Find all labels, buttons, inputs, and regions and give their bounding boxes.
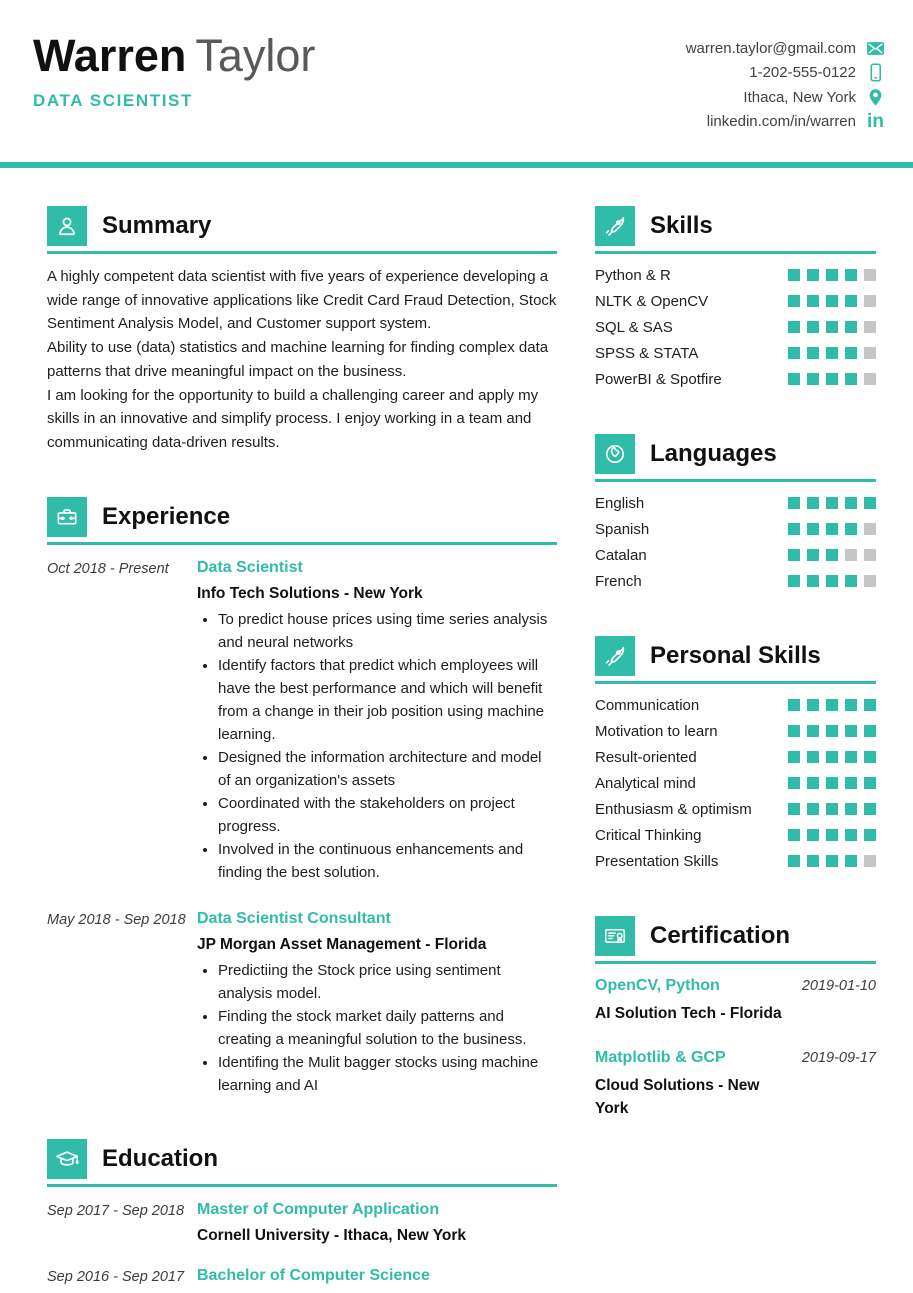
- rating-square-filled: [788, 699, 800, 711]
- language-rating: [788, 497, 876, 509]
- rating-square-empty: [864, 373, 876, 385]
- education-details: [197, 1267, 557, 1285]
- rating-square-filled: [807, 523, 819, 535]
- experience-bullet: • Involved in the continuous enhancements and finding the best solution.: [218, 838, 557, 884]
- personal-skill-rating: [788, 699, 876, 711]
- skills-heading: Skills: [650, 212, 713, 239]
- rating-square-filled: [845, 751, 857, 763]
- rating-square-filled: [845, 347, 857, 359]
- rating-square-filled: [845, 523, 857, 535]
- rating-square-filled: [807, 347, 819, 359]
- skill-row: [595, 288, 876, 314]
- phone-icon: [866, 63, 885, 82]
- certification-issuer: AI Solution Tech - Florida: [595, 1005, 782, 1022]
- linkedin-icon: in: [867, 111, 884, 133]
- education-degree: Master of Computer Application: [197, 1200, 440, 1218]
- rating-square-filled: [864, 803, 876, 815]
- experience-bullet: • Predictiing the Stock price using sentiment analysis model.: [218, 959, 557, 1005]
- education-entry: [47, 1267, 557, 1285]
- experience-bullet-list: [197, 959, 557, 1097]
- summary-text: [47, 265, 557, 455]
- rating-square-filled: [788, 549, 800, 561]
- personal-skill-row: [595, 848, 876, 874]
- experience-job-title: Data Scientist Consultant: [197, 909, 391, 927]
- skill-label: SQL & SAS: [595, 318, 673, 336]
- personal-skills-section: [595, 636, 876, 874]
- rating-square-empty: [864, 295, 876, 307]
- language-label: Spanish: [595, 520, 650, 538]
- rating-square-filled: [807, 829, 819, 841]
- rating-square-filled: [807, 269, 819, 281]
- personal-skill-row: [595, 744, 876, 770]
- rating-square-empty: [864, 269, 876, 281]
- contact-phone-row: [686, 61, 885, 86]
- experience-bullet: • Designed the information architecture and model of an organization's assets: [218, 746, 557, 792]
- language-rating: [788, 523, 876, 535]
- contact-email-row: [686, 36, 885, 61]
- phone-text: 1-202-555-0122: [749, 64, 856, 82]
- rating-square-filled: [826, 855, 838, 867]
- experience-bullet: • Coordinated with the stakeholders on project progress.: [218, 792, 557, 838]
- rating-square-filled: [788, 751, 800, 763]
- skill-row: [595, 262, 876, 288]
- rating-square-filled: [845, 699, 857, 711]
- rating-square-filled: [788, 497, 800, 509]
- identity-block: [33, 30, 315, 134]
- rating-square-filled: [826, 269, 838, 281]
- rating-square-filled: [826, 497, 838, 509]
- rating-square-filled: [788, 829, 800, 841]
- rating-square-filled: [788, 295, 800, 307]
- rating-square-filled: [826, 725, 838, 737]
- personal-skill-label: Analytical mind: [595, 774, 696, 792]
- language-row: [595, 490, 876, 516]
- experience-heading: Experience: [102, 502, 231, 530]
- skills-section: [595, 206, 876, 392]
- experience-bullet: • To predict house prices using time series analysis and neural networks: [218, 608, 557, 654]
- rating-square-filled: [845, 321, 857, 333]
- rating-square-filled: [826, 321, 838, 333]
- personal-skill-rating: [788, 855, 876, 867]
- personal-skill-row: [595, 718, 876, 744]
- rating-square-empty: [864, 321, 876, 333]
- rating-square-filled: [788, 777, 800, 789]
- experience-dates: May 2018 - Sep 2018: [47, 911, 186, 928]
- education-heading: Education: [102, 1144, 219, 1172]
- skill-label: SPSS & STATA: [595, 344, 699, 362]
- rating-square-filled: [845, 725, 857, 737]
- languages-section: [595, 434, 876, 594]
- education-section-header: [47, 1139, 557, 1187]
- personal-skill-row: [595, 692, 876, 718]
- email-text: warren.taylor@gmail.com: [685, 39, 856, 57]
- skill-rating: [788, 347, 876, 359]
- education-dates: Sep 2016 - Sep 2017: [47, 1268, 185, 1285]
- rating-square-filled: [845, 777, 857, 789]
- language-label: English: [595, 494, 645, 512]
- experience-bullet: • Finding the stock market daily patterns and creating a meaningful solution to the business.: [218, 1005, 557, 1051]
- experience-entry: [47, 559, 557, 884]
- rating-square-filled: [788, 575, 800, 587]
- certification-date: 2019-01-10: [801, 978, 876, 994]
- rating-square-filled: [807, 803, 819, 815]
- skills-section-header: [595, 206, 876, 254]
- rating-square-filled: [826, 549, 838, 561]
- personal-skills-section-header: [595, 636, 876, 684]
- rating-square-empty: [864, 855, 876, 867]
- rocket-icon: [595, 206, 635, 246]
- rating-square-filled: [807, 295, 819, 307]
- personal-skill-rating: [788, 725, 876, 737]
- rating-square-filled: [807, 497, 819, 509]
- rating-square-filled: [807, 855, 819, 867]
- summary-paragraph: A highly competent data scientist with five years of experience developing a wide range of innovative applications like Credit Card Fraud Detection, Stock Sentiment Analysis Model, and Customer support system.: [47, 268, 557, 333]
- rating-square-filled: [864, 497, 876, 509]
- experience-company: JP Morgan Asset Management - Florida: [197, 935, 487, 953]
- experience-bullet-list: [197, 608, 557, 884]
- education-section: [47, 1139, 557, 1285]
- skill-label: NLTK & OpenCV: [595, 292, 709, 310]
- personal-skill-rating: [788, 829, 876, 841]
- rating-square-filled: [845, 497, 857, 509]
- rating-square-filled: [807, 699, 819, 711]
- language-rating: [788, 575, 876, 587]
- skill-rating: [788, 373, 876, 385]
- rating-square-filled: [826, 373, 838, 385]
- rating-square-filled: [845, 575, 857, 587]
- personal-skill-label: Presentation Skills: [595, 852, 719, 870]
- language-row: [595, 516, 876, 542]
- personal-skill-label: Motivation to learn: [595, 722, 718, 740]
- contact-location-row: [686, 85, 885, 110]
- rating-square-filled: [826, 699, 838, 711]
- rating-square-filled: [807, 751, 819, 763]
- skill-label: PowerBI & Spotfire: [595, 370, 722, 388]
- personal-skills-heading: Personal Skills: [650, 642, 821, 669]
- personal-skill-row: [595, 770, 876, 796]
- rating-square-filled: [864, 751, 876, 763]
- summary-section: [47, 206, 557, 455]
- experience-dates: Oct 2018 - Present: [47, 560, 169, 577]
- education-degree: Bachelor of Computer Science: [197, 1266, 430, 1284]
- rating-square-filled: [826, 777, 838, 789]
- rating-square-filled: [788, 321, 800, 333]
- certification-section-header: [595, 916, 876, 964]
- education-dates: Sep 2017 - Sep 2018: [47, 1202, 185, 1219]
- last-name: Taylor: [195, 30, 316, 81]
- certification-entry-header: [595, 977, 876, 995]
- language-row: [595, 542, 876, 568]
- rating-square-filled: [807, 777, 819, 789]
- rating-square-filled: [826, 803, 838, 815]
- rating-square-empty: [864, 347, 876, 359]
- rating-square-filled: [807, 321, 819, 333]
- personal-skill-rating: [788, 751, 876, 763]
- rating-square-filled: [864, 725, 876, 737]
- first-name: Warren: [33, 30, 187, 81]
- personal-skill-label: Communication: [595, 696, 700, 714]
- education-details: [197, 1201, 557, 1245]
- languages-list: [595, 490, 876, 594]
- personal-skill-label: Enthusiasm & optimism: [595, 800, 752, 818]
- experience-details: [197, 559, 557, 884]
- graduation-cap-icon: [47, 1139, 87, 1179]
- skill-row: [595, 340, 876, 366]
- skill-rating: [788, 321, 876, 333]
- rating-square-filled: [788, 373, 800, 385]
- personal-skill-label: Critical Thinking: [595, 826, 702, 844]
- globe-icon: [595, 434, 635, 474]
- rating-square-filled: [788, 347, 800, 359]
- rating-square-filled: [845, 295, 857, 307]
- rating-square-filled: [788, 523, 800, 535]
- language-label: Catalan: [595, 546, 647, 564]
- education-entry: [47, 1201, 557, 1245]
- rating-square-filled: [807, 575, 819, 587]
- certification-heading: Certification: [650, 922, 791, 949]
- experience-bullet: • Identify factors that predict which employees will have the best performance and which will benefit from a change in their job position using machine learning.: [218, 654, 557, 746]
- rating-square-filled: [845, 829, 857, 841]
- linkedin-text: linkedin.com/in/warren: [706, 113, 856, 131]
- certificate-icon: [595, 916, 635, 956]
- summary-heading: Summary: [102, 212, 212, 239]
- experience-bullet: • Identifing the Mulit bagger stocks using machine learning and AI: [218, 1051, 557, 1097]
- rating-square-filled: [864, 699, 876, 711]
- rating-square-filled: [807, 373, 819, 385]
- location-pin-icon: [866, 88, 885, 107]
- certification-entry: [595, 1049, 876, 1120]
- email-icon: [866, 39, 885, 58]
- experience-details: [197, 910, 557, 1097]
- rating-square-filled: [826, 751, 838, 763]
- job-title: DATA SCIENTIST: [33, 91, 193, 110]
- rating-square-filled: [826, 829, 838, 841]
- experience-section: [47, 497, 557, 1097]
- certification-entry-header: [595, 1049, 876, 1067]
- skill-row: [595, 314, 876, 340]
- header: [0, 0, 913, 134]
- personal-skills-list: [595, 692, 876, 874]
- rating-square-empty: [864, 523, 876, 535]
- rating-square-filled: [788, 725, 800, 737]
- rating-square-filled: [845, 373, 857, 385]
- rating-square-filled: [845, 269, 857, 281]
- personal-skill-rating: [788, 777, 876, 789]
- rating-square-filled: [864, 829, 876, 841]
- rating-square-empty: [845, 549, 857, 561]
- rating-square-filled: [826, 295, 838, 307]
- rating-square-empty: [864, 549, 876, 561]
- rating-square-filled: [807, 725, 819, 737]
- briefcase-icon: [47, 497, 87, 537]
- certification-name: OpenCV, Python: [595, 977, 720, 994]
- skill-row: [595, 366, 876, 392]
- rating-square-filled: [845, 855, 857, 867]
- certification-section: [595, 916, 876, 1120]
- experience-company: Info Tech Solutions - New York: [197, 584, 423, 602]
- right-column: [595, 206, 876, 1285]
- rating-square-filled: [845, 803, 857, 815]
- rating-square-filled: [807, 549, 819, 561]
- language-rating: [788, 549, 876, 561]
- rating-square-empty: [864, 575, 876, 587]
- certification-entry: [595, 977, 876, 1025]
- skills-list: [595, 262, 876, 392]
- rating-square-filled: [826, 523, 838, 535]
- summary-paragraph: I am looking for the opportunity to build a challenging career and apply my skills in an innovative and simplify process. I enjoy working in a team and communicating data-driven results.: [47, 386, 539, 451]
- education-school: Cornell University - Ithaca, New York: [197, 1226, 467, 1244]
- rating-square-filled: [788, 803, 800, 815]
- rating-square-filled: [788, 269, 800, 281]
- skill-rating: [788, 295, 876, 307]
- experience-entry: [47, 910, 557, 1097]
- certification-issuer: Cloud Solutions - New York: [595, 1077, 760, 1117]
- contact-linkedin-row: [686, 110, 885, 135]
- languages-section-header: [595, 434, 876, 482]
- rating-square-filled: [864, 777, 876, 789]
- contact-block: [686, 36, 885, 134]
- certification-date: 2019-09-17: [801, 1050, 876, 1066]
- person-icon: [47, 206, 87, 246]
- language-label: French: [595, 572, 642, 590]
- personal-skill-rating: [788, 803, 876, 815]
- skill-rating: [788, 269, 876, 281]
- left-column: [47, 206, 557, 1285]
- personal-skill-row: [595, 796, 876, 822]
- rating-square-filled: [826, 575, 838, 587]
- main-content: [0, 168, 913, 1285]
- certification-name: Matplotlib & GCP: [595, 1049, 726, 1066]
- language-row: [595, 568, 876, 594]
- summary-paragraph: Ability to use (data) statistics and machine learning for finding complex data patterns that drive meaningful impact on the business.: [47, 339, 549, 380]
- summary-section-header: [47, 206, 557, 254]
- full-name: [33, 30, 315, 82]
- rocket-icon: [595, 636, 635, 676]
- location-text: Ithaca, New York: [743, 88, 856, 106]
- personal-skill-label: Result-oriented: [595, 748, 697, 766]
- rating-square-filled: [788, 855, 800, 867]
- personal-skill-row: [595, 822, 876, 848]
- languages-heading: Languages: [650, 440, 777, 467]
- rating-square-filled: [826, 347, 838, 359]
- experience-section-header: [47, 497, 557, 545]
- experience-job-title: Data Scientist: [197, 558, 303, 576]
- skill-label: Python & R: [595, 266, 671, 284]
